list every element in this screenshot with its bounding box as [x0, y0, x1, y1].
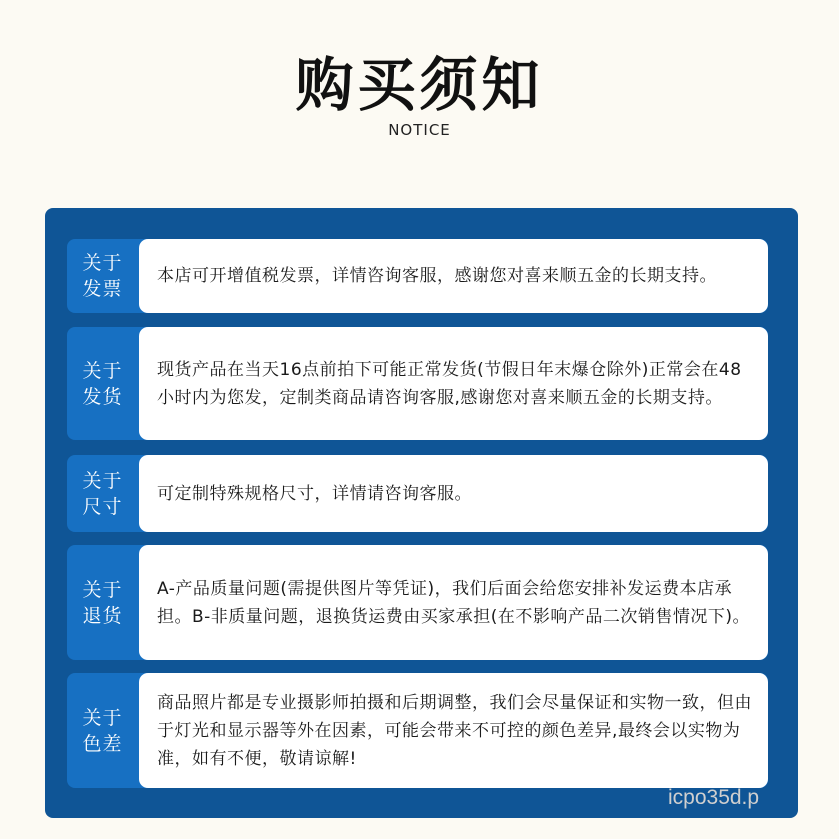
notice-card: [139, 327, 768, 440]
notice-tag: [67, 455, 138, 532]
tag-line-2: 发票: [82, 278, 123, 300]
notice-item-size: [67, 455, 768, 532]
tag-line-2: 色差: [82, 732, 123, 755]
tag-line-1: 关于: [82, 578, 123, 601]
tag-line-2: 发货: [82, 385, 123, 408]
notice-panel: [45, 208, 798, 818]
notice-card: [139, 239, 768, 313]
tag-line-1: 关于: [82, 469, 123, 492]
watermark: icpo35d.p: [668, 786, 760, 809]
notice-text: 本店可开增值税发票，详情咨询客服，感谢您对喜来顺五金的长期支持。: [157, 266, 717, 286]
tag-line-1: 关于: [82, 359, 123, 382]
page-title: 购买须知: [295, 51, 544, 119]
notice-item-color: [67, 673, 768, 788]
notice-card: [139, 673, 768, 788]
notice-item-invoice: [67, 239, 768, 313]
notice-card: [139, 545, 768, 660]
tag-line-2: 退货: [82, 604, 123, 627]
notice-text: 现货产品在当天16点前拍下可能正常发货(节假日年末爆仓除外)正常会在48小时内为您发，定制类商品请咨询客服,感谢您对喜来顺五金的长期支持。: [157, 359, 742, 408]
tag-line-1: 关于: [82, 706, 123, 729]
notice-text: 可定制特殊规格尺寸，详情请咨询客服。: [157, 483, 472, 504]
notice-text: 商品照片都是专业摄影师拍摄和后期调整，我们会尽量保证和实物一致，但由于灯光和显示器等外在因素，可能会带来不可控的颜色差异,最终会以实物为准，如有不便，敬请谅解!: [157, 692, 752, 769]
notice-card: [139, 455, 768, 532]
notice-tag: [67, 545, 138, 660]
notice-tag: [67, 673, 138, 788]
page-subtitle: NOTICE: [388, 121, 451, 139]
tag-line-2: 尺寸: [82, 495, 123, 518]
notice-text: A-产品质量问题(需提供图片等凭证)，我们后面会给您安排补发运费本店承担。B-非质量问题，退换货运费由买家承担(在不影响产品二次销售情况下)。: [157, 578, 751, 627]
notice-tag: [67, 327, 138, 440]
notice-item-return: [67, 545, 768, 660]
tag-line-1: 关于: [82, 252, 123, 274]
notice-item-shipping: [67, 327, 768, 440]
notice-tag: [67, 239, 138, 313]
